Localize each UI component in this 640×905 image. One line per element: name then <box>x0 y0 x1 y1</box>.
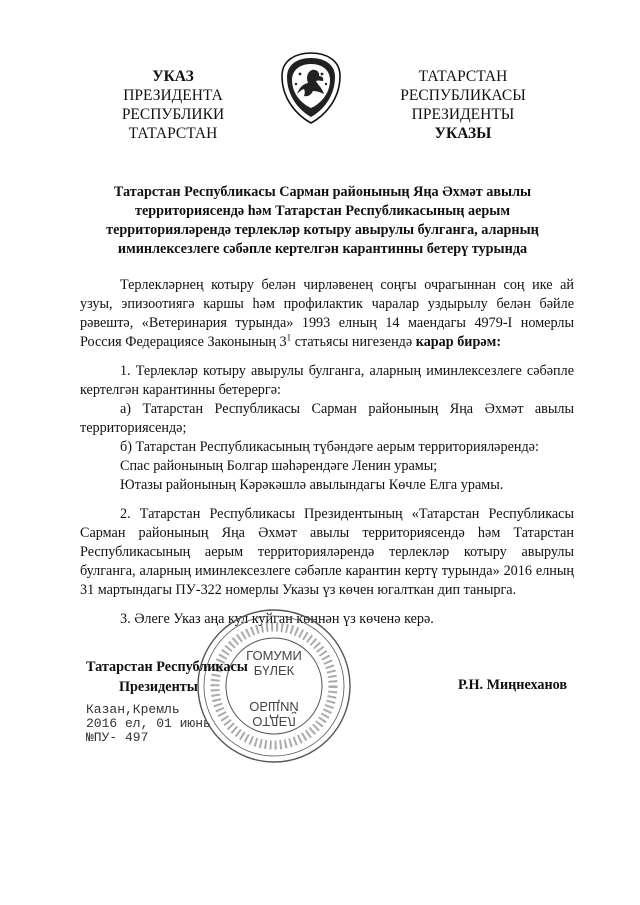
header-right-tatar <box>362 67 564 143</box>
registration-stamp <box>86 703 211 745</box>
decree-title <box>100 183 545 259</box>
header-left-line1: УКАЗ <box>152 68 194 85</box>
header-left-line3: РЕСПУБЛИКИ ТАТАРСТАН <box>121 106 225 142</box>
title-line: территориясендә һәм Татарстан Республикасының аерым <box>134 203 511 219</box>
header-right-line3: УКАЗЫ <box>434 125 492 142</box>
article-superscript: 1 <box>286 332 292 343</box>
seal-center-line2: БҮЛЕК <box>253 663 295 678</box>
signatory-name: Р.Н. Миңнеханов <box>458 677 568 693</box>
preamble-text: Терлекләрнең котыру белән чирләвенең соңгы очрагыннан соң ике ай узуы, эпизоотиягә каршы һәм профилактик чаралар уздырылу белән бәйле рәвештә, «Ветеринария турында» 1993 елның 14 маендагы 4979-I номерлы Россия Федерациясе Законының 3 <box>80 277 574 350</box>
coat-of-arms-icon <box>278 50 344 126</box>
preamble-paragraph <box>80 276 574 352</box>
item-2: 2. Татарстан Республикасы Президентының «Татарстан Республикасы Сарман районының Яңа Әхмәт авылы территориясендә һәм Татарстан Республикасының аерым территорияләрендә терлекләр котыру авырулы булганга, аларның иминлексезлеге сәбәпле карантин кертү турында» 2016 елның 31 мартындагы ПУ-322 номерлы Указы үз көчен югалткан дип танырга. <box>80 506 574 598</box>
registration-date: 2016 ел, 01 июнь <box>86 716 211 731</box>
registration-place: Казан,Кремль <box>86 702 180 717</box>
resolution-phrase: карар бирәм: <box>415 334 502 350</box>
item-1b-2: Ютазы районының Кәрәкәшлә авылындагы Көчле Елга урамы. <box>120 477 504 493</box>
seal-center-line1: ГОМУМИ <box>246 648 302 663</box>
title-line: иминлексезлеге сәбәпле кертелгән карантинны бетерү турында <box>117 241 528 257</box>
item-1b: б) Татарстан Республикасының түбәндәге аерым территорияләрендә: <box>120 439 539 455</box>
title-line: Татарстан Республикасы Сарман районының Яңа Әхмәт авылы <box>113 184 532 200</box>
header-right-line1: ТАТАРСТАН РЕСПУБЛИКАСЫ <box>400 68 526 104</box>
seal-center-line3: ОБЩИЙ <box>249 699 299 714</box>
title-line: территорияләрендә терлекләр котыру авырулы булганга, аларның <box>106 222 539 238</box>
item-1: 1. Терлекләр котыру авырулы булганга, аларның иминлексезлеге сәбәпле кертелгән карантинны бетерергә: <box>80 363 574 398</box>
header-left-line2: ПРЕЗИДЕНТА <box>123 87 223 104</box>
registration-number: №ПУ- 497 <box>86 730 149 745</box>
signature-title-line1: Татарстан Республикасы <box>86 659 248 675</box>
item-1a: а) Татарстан Республикасы Сарман районының Яңа Әхмәт авылы территориясендә; <box>80 401 574 436</box>
item-3: 3. Әлеге Указ аңа кул куйган көннән үз көченә керә. <box>120 611 434 627</box>
seal-center-line4: ОТДЕЛ <box>252 714 296 729</box>
decree-body <box>80 276 574 629</box>
header-left-russian <box>78 67 268 143</box>
preamble-tail: статьясы нигезендә <box>291 334 416 350</box>
item-1b-1: Спас районының Болгар шәһәрендәге Ленин урамы; <box>120 458 438 474</box>
signature-title-line2: Президенты <box>119 679 198 695</box>
header-right-line2: ПРЕЗИДЕНТЫ <box>411 106 515 123</box>
signature-title <box>86 657 286 697</box>
